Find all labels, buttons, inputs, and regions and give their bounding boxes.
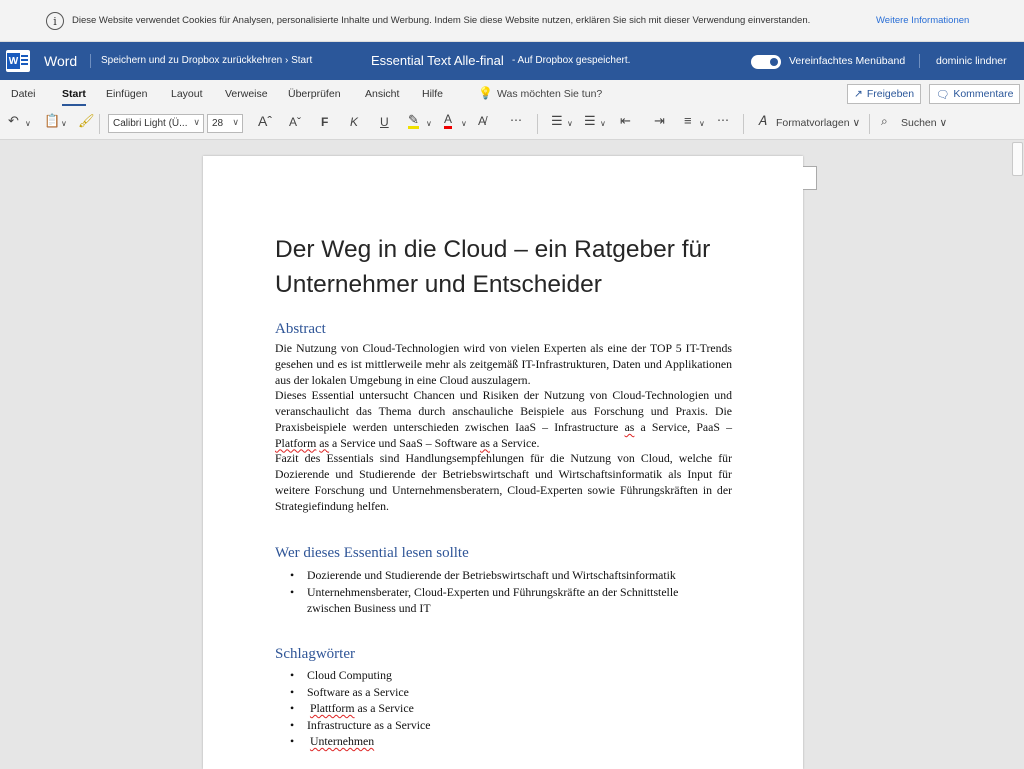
keywords-list[interactable] xyxy=(290,667,430,750)
list-item: • Software as a Service xyxy=(290,684,430,701)
abstract-paragraph: Dieses Essential untersucht Chancen und Risiken der Nutzung von Cloud-Technologien und veranschaulicht das Thema durch anschauliche Beispiele aus Forschung und Praxis. Die Praxisbeispiele werden unterschieden zwischen IaaS – Infrastructure as a Service, PaaS – Platform as a Service und SaaS – Software as a Service. xyxy=(275,388,732,450)
styles-button[interactable]: Formatvorlagen ∨ xyxy=(776,117,861,129)
decrease-indent-icon[interactable]: ⇤ xyxy=(620,113,631,128)
divider xyxy=(99,114,100,134)
more-paragraph-icon[interactable]: ⋯ xyxy=(717,113,729,127)
divider xyxy=(537,114,538,134)
highlight-dropdown-chevron-icon[interactable]: ∨ xyxy=(426,119,432,128)
search-label: Suchen xyxy=(901,117,937,129)
divider xyxy=(919,54,920,68)
info-icon: i xyxy=(46,12,64,30)
user-account[interactable]: dominic lindner xyxy=(936,55,1007,67)
abstract-heading[interactable]: Abstract xyxy=(275,321,326,337)
comment-icon: 🗨 xyxy=(936,88,950,101)
align-dropdown-chevron-icon[interactable]: ∨ xyxy=(699,119,705,128)
spelling-flag[interactable]: Unternehmen xyxy=(309,734,375,748)
breadcrumb[interactable]: Speichern und zu Dropbox zurückkehren › Start xyxy=(101,55,313,66)
underline-button[interactable]: U xyxy=(380,115,389,129)
increase-indent-icon[interactable]: ⇥ xyxy=(654,113,665,128)
font-family-value: Calibri Light (Ü... xyxy=(113,118,188,129)
shrink-font-icon[interactable]: Aˇ xyxy=(289,115,301,129)
font-size-value: 28 xyxy=(212,118,224,129)
chevron-down-icon: ∨ xyxy=(232,117,239,127)
clear-formatting-icon[interactable]: A̸ xyxy=(478,114,487,128)
font-color-dropdown-chevron-icon[interactable]: ∨ xyxy=(461,119,467,128)
word-logo-icon: W xyxy=(6,50,30,72)
list-item: • Dozierende und Studierende der Betriebswirtschaft und Wirtschaftsinformatik xyxy=(290,567,678,584)
font-size-select[interactable] xyxy=(207,114,243,133)
tab-file[interactable]: Datei xyxy=(11,88,36,100)
scrollbar-thumb[interactable] xyxy=(1012,142,1023,176)
cookie-text: Diese Website verwendet Cookies für Analysen, personalisierte Inhalte und Werbung. Indem Sie diese Website nutzen, erklären Sie sich mit dieser Verwendung einverstanden. xyxy=(72,15,811,26)
simplified-ribbon-toggle[interactable] xyxy=(751,55,781,69)
search-button[interactable]: Suchen ∨ xyxy=(901,117,948,129)
abstract-body[interactable] xyxy=(275,341,732,514)
tab-review[interactable]: Überprüfen xyxy=(288,88,341,100)
numbered-dropdown-chevron-icon[interactable]: ∨ xyxy=(600,119,606,128)
undo-icon[interactable]: ↶ xyxy=(8,113,19,128)
format-painter-icon[interactable]: 🖌 xyxy=(78,113,95,128)
italic-button[interactable]: K xyxy=(350,115,359,129)
bullet-list-icon[interactable]: ☰ xyxy=(551,113,563,128)
tab-insert[interactable]: Einfügen xyxy=(106,88,148,100)
save-status: - Auf Dropbox gespeichert. xyxy=(512,55,631,66)
bullet-dropdown-chevron-icon[interactable]: ∨ xyxy=(567,119,573,128)
divider xyxy=(743,114,744,134)
keywords-heading[interactable]: Schlagwörter xyxy=(275,646,355,662)
audience-list[interactable] xyxy=(290,567,678,617)
spelling-flag[interactable]: Platform xyxy=(275,435,317,450)
comments-label: Kommentare xyxy=(953,88,1014,100)
list-item xyxy=(290,733,430,750)
list-item: • Infrastructure as a Service xyxy=(290,717,430,734)
tab-view[interactable]: Ansicht xyxy=(365,88,400,100)
more-icon[interactable]: ⋯ xyxy=(510,113,522,127)
ribbon-tabs xyxy=(0,80,1024,108)
app-name[interactable]: Word xyxy=(44,53,78,69)
share-button[interactable] xyxy=(847,84,921,104)
paste-dropdown-chevron-icon[interactable]: ∨ xyxy=(61,119,67,128)
abstract-paragraph: Die Nutzung von Cloud-Technologien wird von vielen Experten als eine der TOP 5 IT-Trends gesehen und es ist mittlerweile mehr als zeitgemäß IT-Infrastrukturen, Daten und Applikationen aus der lokalen Umgebung in eine Cloud auszulagern. xyxy=(275,341,732,387)
bold-button[interactable]: F xyxy=(321,115,329,129)
font-color-icon[interactable]: A xyxy=(444,113,452,129)
divider xyxy=(90,54,91,68)
active-tab-indicator xyxy=(62,104,86,106)
styles-label: Formatvorlagen xyxy=(776,117,850,129)
title-bar xyxy=(0,42,1024,80)
lightbulb-icon[interactable]: 💡 xyxy=(478,86,493,100)
page-margin-tab xyxy=(803,166,817,190)
tab-layout[interactable]: Layout xyxy=(171,88,203,100)
audience-heading[interactable]: Wer dieses Essential lesen sollte xyxy=(275,545,469,561)
share-icon: ↗ xyxy=(854,88,863,100)
grow-font-icon[interactable]: Aˆ xyxy=(258,113,272,129)
list-item: • Unternehmensberater, Cloud-Experten und Führungskräfte an der Schnittstelle zwischen Business und IT xyxy=(290,584,678,617)
undo-dropdown-chevron-icon[interactable]: ∨ xyxy=(25,119,31,128)
font-family-select[interactable] xyxy=(108,114,204,133)
styles-icon[interactable]: 𝐴 xyxy=(758,113,767,128)
home-toolbar xyxy=(0,108,1024,140)
chevron-down-icon: ∨ xyxy=(193,117,200,127)
document-title[interactable]: Essential Text Alle-final xyxy=(371,53,504,68)
highlight-icon[interactable]: ✎ xyxy=(408,112,419,127)
cookie-banner xyxy=(0,0,1024,42)
abstract-paragraph: Fazit des Essentials sind Handlungsempfehlungen für die Nutzung von Cloud, welche für Dozierende und Studierende der Betriebswirtschaft und Wirtschaftsinformatik als Input für weitere Forschung und Unternehmensberatern, Cloud-Experten sowie Führungskräften in der Strategiefindung helfen. xyxy=(275,451,732,513)
divider xyxy=(869,114,870,134)
spelling-flag[interactable]: Plattform xyxy=(309,701,355,715)
spelling-flag[interactable]: as xyxy=(624,419,635,434)
spelling-flag[interactable]: as xyxy=(480,435,490,450)
clipboard-icon[interactable]: 📋 xyxy=(44,113,61,128)
share-label: Freigeben xyxy=(866,88,915,100)
numbered-list-icon[interactable]: ☰ xyxy=(584,113,596,128)
list-item: • Plattform as a Service xyxy=(290,700,430,717)
tell-me-search[interactable]: Was möchten Sie tun? xyxy=(497,88,603,100)
spelling-flag[interactable]: as xyxy=(319,435,330,450)
document-heading-title[interactable]: Der Weg in die Cloud – ein Ratgeber für Unternehmer und Entscheider xyxy=(275,236,711,298)
align-icon[interactable]: ≡ xyxy=(684,113,692,128)
simplified-ribbon-label: Vereinfachtes Menüband xyxy=(789,55,906,67)
tab-references[interactable]: Verweise xyxy=(225,88,268,100)
tab-home[interactable]: Start xyxy=(62,88,86,100)
tab-help[interactable]: Hilfe xyxy=(422,88,444,100)
search-icon[interactable]: ⌕ xyxy=(881,114,888,128)
more-info-link[interactable]: Weitere Informationen xyxy=(876,15,970,26)
list-item: • Cloud Computing xyxy=(290,667,430,684)
comments-button[interactable] xyxy=(929,84,1020,104)
